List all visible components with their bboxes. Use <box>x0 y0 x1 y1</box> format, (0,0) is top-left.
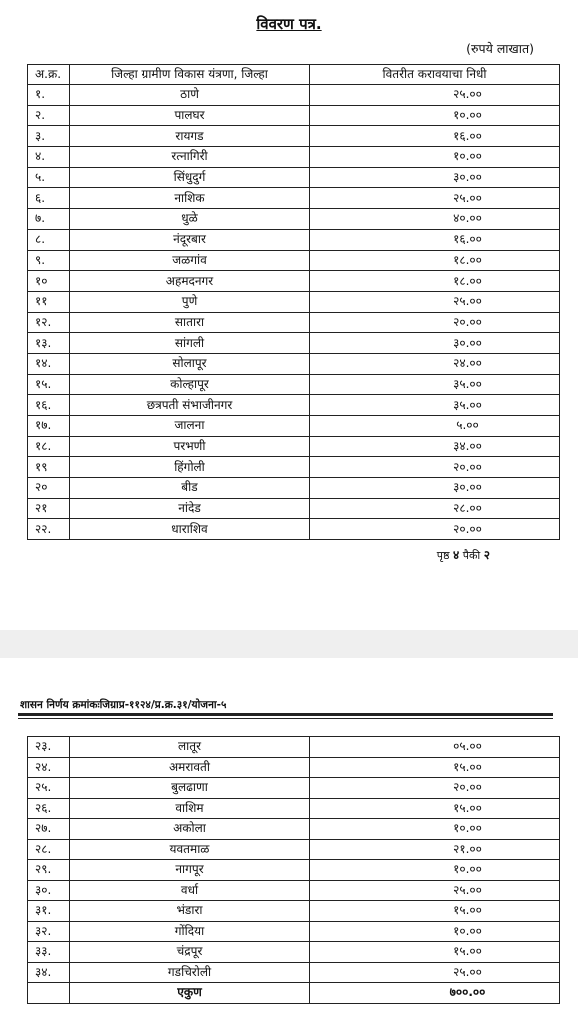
order-reference-header: शासन निर्णय क्रमांकःजिग्राप्र-११२४/प्र.क्र.३१/योजना-५ <box>20 699 227 711</box>
amount-cell: २०.०० <box>310 457 560 478</box>
district-cell: पुणे <box>70 291 310 312</box>
distribution-table-page-1 <box>27 64 560 540</box>
header-amount: वितरीत करावयाचा निधी <box>310 65 560 85</box>
serial-cell: २२. <box>28 519 70 540</box>
table-row <box>28 737 560 758</box>
table-row <box>28 147 560 168</box>
district-cell: हिंगोली <box>70 457 310 478</box>
district-cell: ठाणे <box>70 85 310 106</box>
amount-cell: १५.०० <box>310 901 560 922</box>
page-number-total: २ <box>483 548 490 562</box>
amount-cell: १६.०० <box>310 126 560 147</box>
table-row <box>28 271 560 292</box>
header-district: जिल्हा ग्रामीण विकास यंत्रणा, जिल्हा <box>70 65 310 85</box>
amount-cell: २५.०० <box>310 291 560 312</box>
header-rule-thin <box>18 718 553 719</box>
district-cell: धुळे <box>70 209 310 230</box>
serial-cell: ३२. <box>28 921 70 942</box>
amount-cell: १८.०० <box>310 271 560 292</box>
table-row <box>28 291 560 312</box>
serial-cell: ३०. <box>28 880 70 901</box>
serial-cell: ९. <box>28 250 70 271</box>
table-body-page-2 <box>28 737 560 1004</box>
amount-cell: १०.०० <box>310 921 560 942</box>
serial-cell: ४. <box>28 147 70 168</box>
serial-cell: १४. <box>28 353 70 374</box>
amount-cell: १०.०० <box>310 147 560 168</box>
district-cell: जळगांव <box>70 250 310 271</box>
district-cell: छत्रपती संभाजीनगर <box>70 395 310 416</box>
table-header-row <box>28 65 560 85</box>
table-row <box>28 353 560 374</box>
amount-cell: २१.०० <box>310 839 560 860</box>
serial-cell: २३. <box>28 737 70 758</box>
serial-cell: २१ <box>28 498 70 519</box>
page-number <box>437 546 490 563</box>
serial-cell: १. <box>28 85 70 106</box>
amount-cell: २५.०० <box>310 85 560 106</box>
table-row <box>28 374 560 395</box>
amount-cell: ०५.०० <box>310 737 560 758</box>
district-cell: सोलापूर <box>70 353 310 374</box>
district-cell: वर्धा <box>70 880 310 901</box>
serial-cell: ३. <box>28 126 70 147</box>
page-separator <box>0 630 578 658</box>
district-cell: चंद्रपूर <box>70 942 310 963</box>
table-row <box>28 942 560 963</box>
table-body-page-1 <box>28 85 560 540</box>
amount-cell: १०.०० <box>310 105 560 126</box>
table-row <box>28 880 560 901</box>
district-cell: भंडारा <box>70 901 310 922</box>
amount-cell: १५.०० <box>310 757 560 778</box>
header-rule-thick <box>18 713 553 716</box>
amount-cell: ४०.०० <box>310 209 560 230</box>
amount-cell: ३०.०० <box>310 167 560 188</box>
serial-cell: २८. <box>28 839 70 860</box>
table-row <box>28 209 560 230</box>
serial-cell: १३. <box>28 333 70 354</box>
amount-cell: ३५.०० <box>310 374 560 395</box>
district-cell: जालना <box>70 416 310 437</box>
amount-cell: ३०.०० <box>310 333 560 354</box>
header-serial: अ.क्र. <box>28 65 70 85</box>
table-row <box>28 478 560 499</box>
table-row <box>28 229 560 250</box>
amount-cell: १६.०० <box>310 229 560 250</box>
district-cell: वाशिम <box>70 798 310 819</box>
table-row <box>28 778 560 799</box>
amount-cell: २५.०० <box>310 188 560 209</box>
table-row <box>28 519 560 540</box>
district-cell: नांदेड <box>70 498 310 519</box>
amount-cell: २०.०० <box>310 519 560 540</box>
serial-cell: १९ <box>28 457 70 478</box>
serial-cell: २९. <box>28 860 70 881</box>
table-row <box>28 819 560 840</box>
table-row <box>28 105 560 126</box>
amount-cell: ३५.०० <box>310 395 560 416</box>
total-label: एकुण <box>70 983 310 1004</box>
table-row <box>28 395 560 416</box>
page-title <box>0 14 578 34</box>
table-row <box>28 188 560 209</box>
serial-cell: १६. <box>28 395 70 416</box>
serial-cell: ११ <box>28 291 70 312</box>
serial-cell: १० <box>28 271 70 292</box>
district-cell: अकोला <box>70 819 310 840</box>
table-row <box>28 250 560 271</box>
serial-cell: १८. <box>28 436 70 457</box>
district-cell: सिंधुदुर्ग <box>70 167 310 188</box>
district-cell: बीड <box>70 478 310 499</box>
table-row <box>28 167 560 188</box>
table-row <box>28 921 560 942</box>
serial-cell: ७. <box>28 209 70 230</box>
serial-cell: ३१. <box>28 901 70 922</box>
serial-cell: २५. <box>28 778 70 799</box>
table-row <box>28 901 560 922</box>
amount-cell: १०.०० <box>310 860 560 881</box>
amount-cell: २५.०० <box>310 962 560 983</box>
table-row <box>28 798 560 819</box>
serial-cell: ८. <box>28 229 70 250</box>
serial-cell: ५. <box>28 167 70 188</box>
district-cell: अहमदनगर <box>70 271 310 292</box>
serial-cell: २७. <box>28 819 70 840</box>
amount-cell: २४.०० <box>310 353 560 374</box>
serial-cell: १७. <box>28 416 70 437</box>
table-row <box>28 498 560 519</box>
total-amount: ७००.०० <box>310 983 560 1004</box>
distribution-table-page-2 <box>27 736 560 1004</box>
table-row <box>28 757 560 778</box>
page-number-prefix: पृष्ठ <box>436 549 453 562</box>
serial-cell: १२. <box>28 312 70 333</box>
table-row <box>28 85 560 106</box>
district-cell: गडचिरोली <box>70 962 310 983</box>
total-row <box>28 983 560 1004</box>
table-row <box>28 457 560 478</box>
district-cell: अमरावती <box>70 757 310 778</box>
serial-cell: २४. <box>28 757 70 778</box>
table-row <box>28 126 560 147</box>
district-cell: पालघर <box>70 105 310 126</box>
serial-cell: २० <box>28 478 70 499</box>
amount-cell: १०.०० <box>310 819 560 840</box>
district-cell: सांगली <box>70 333 310 354</box>
serial-cell: २. <box>28 105 70 126</box>
table-row <box>28 436 560 457</box>
district-cell: लातूर <box>70 737 310 758</box>
serial-cell: ३४. <box>28 962 70 983</box>
amount-cell: ३४.०० <box>310 436 560 457</box>
district-cell: बुलढाणा <box>70 778 310 799</box>
district-cell: कोल्हापूर <box>70 374 310 395</box>
serial-cell: ६. <box>28 188 70 209</box>
amount-cell: २८.०० <box>310 498 560 519</box>
amount-cell: ३०.०० <box>310 478 560 499</box>
district-cell: रायगड <box>70 126 310 147</box>
district-cell: नंदूरबार <box>70 229 310 250</box>
table-row <box>28 839 560 860</box>
district-cell: गोंदिया <box>70 921 310 942</box>
page-number-current: ४ <box>452 548 460 562</box>
amount-cell: १५.०० <box>310 798 560 819</box>
serial-cell: १५. <box>28 374 70 395</box>
page-number-middle: पैकी <box>459 549 484 562</box>
amount-cell: २०.०० <box>310 312 560 333</box>
amount-cell: १८.०० <box>310 250 560 271</box>
serial-cell: २६. <box>28 798 70 819</box>
district-cell: नागपूर <box>70 860 310 881</box>
amount-cell: १५.०० <box>310 942 560 963</box>
district-cell: रत्नागिरी <box>70 147 310 168</box>
table-row <box>28 333 560 354</box>
district-cell: नाशिक <box>70 188 310 209</box>
amount-cell: २०.०० <box>310 778 560 799</box>
amount-cell: २५.०० <box>310 880 560 901</box>
amount-cell: ५.०० <box>310 416 560 437</box>
table-row <box>28 416 560 437</box>
district-cell: यवतमाळ <box>70 839 310 860</box>
title-text: विवरण पत्र. <box>256 15 322 33</box>
table-row <box>28 962 560 983</box>
units-note: (रुपये लाखात) <box>466 41 534 56</box>
district-cell: सातारा <box>70 312 310 333</box>
district-cell: परभणी <box>70 436 310 457</box>
serial-cell: ३३. <box>28 942 70 963</box>
table-row <box>28 860 560 881</box>
district-cell: धाराशिव <box>70 519 310 540</box>
total-serial-cell <box>28 983 70 1004</box>
table-row <box>28 312 560 333</box>
